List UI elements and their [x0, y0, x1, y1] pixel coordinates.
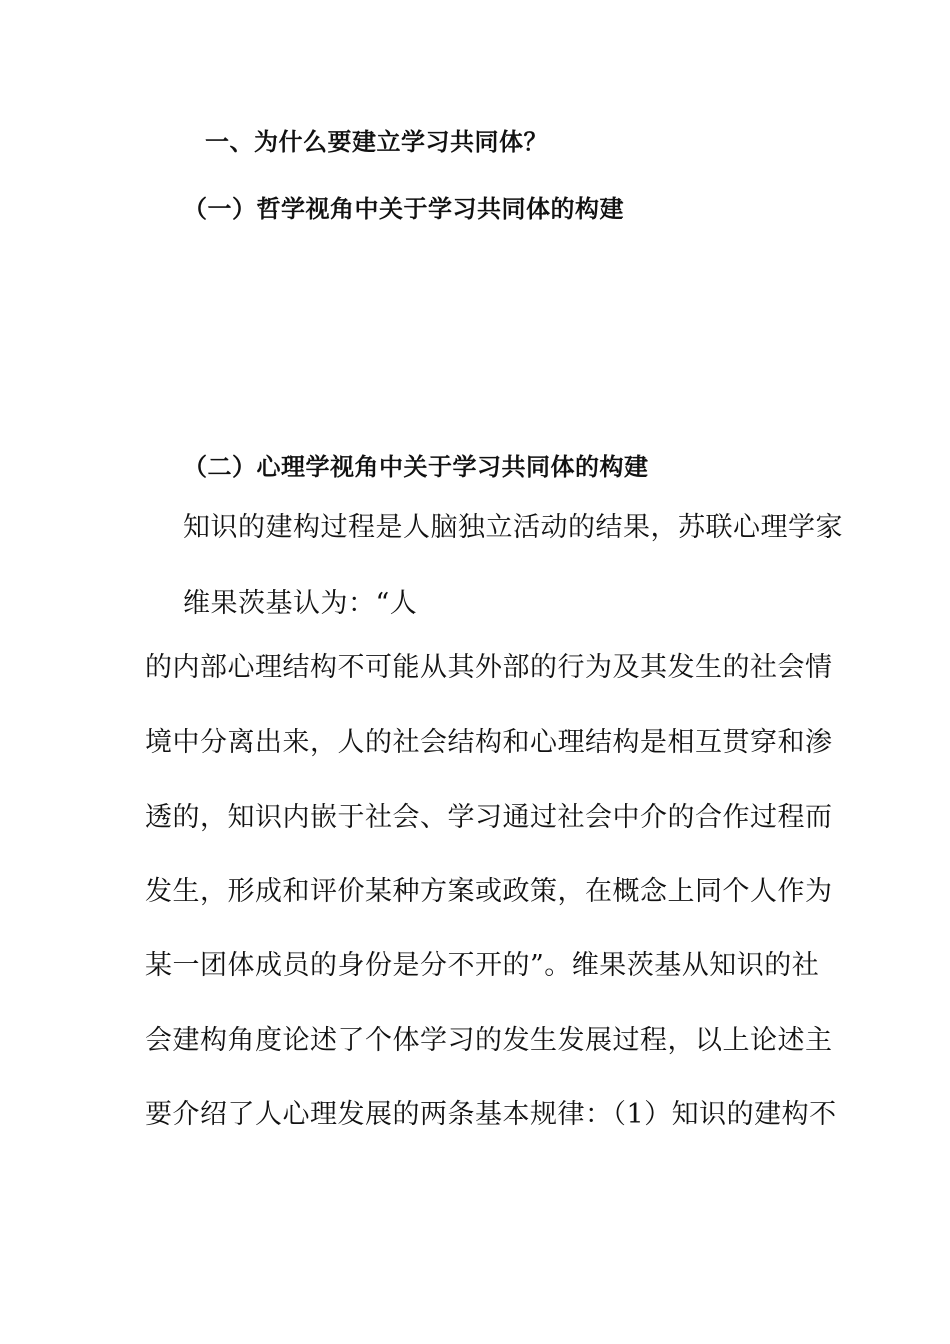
paragraph-line: 境中分离出来，人的社会结构和心理结构是相互贯穿和渗 [145, 727, 833, 758]
paragraph-line: 会建构角度论述了个体学习的发生发展过程，以上论述主 [145, 1025, 833, 1056]
paragraph-line: 知识的建构过程是人脑独立活动的结果，苏联心理学家 [183, 512, 843, 543]
paragraph-line: 透的，知识内嵌于社会、学习通过社会中介的合作过程而 [145, 802, 833, 833]
paragraph-line: 发生，形成和评价某种方案或政策，在概念上同个人作为 [145, 876, 833, 907]
paragraph-line: 要介绍了人心理发展的两条基本规律：（1）知识的建构不 [145, 1099, 837, 1130]
subsection-heading-philosophy: （一）哲学视角中关于学习共同体的构建 [183, 195, 624, 223]
subsection-heading-psychology: （二）心理学视角中关于学习共同体的构建 [183, 453, 649, 481]
paragraph-line: 的内部心理结构不可能从其外部的行为及其发生的社会情 [145, 652, 833, 683]
section-heading: 一、为什么要建立学习共同体？ [205, 128, 548, 156]
paragraph-line: 维果茨基认为：“人 [183, 588, 418, 619]
paragraph-line: 某一团体成员的身份是分不开的”。维果茨基从知识的社 [145, 950, 820, 981]
